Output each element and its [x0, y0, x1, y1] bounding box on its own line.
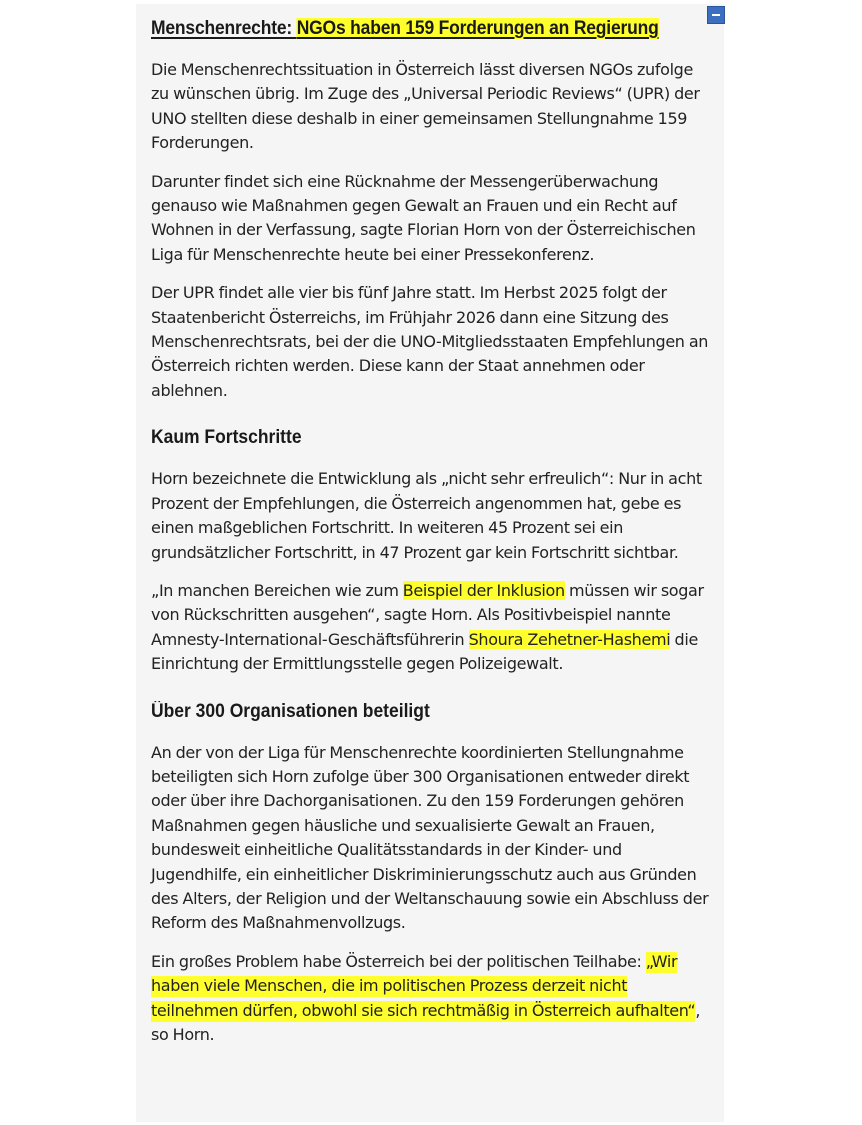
p5-highlight-inklusion: Beispiel der Inklusion — [402, 580, 565, 600]
p7-text-b: , so Horn. — [151, 1000, 701, 1044]
title-highlight: NGOs haben 159 Forderungen an Regierung — [296, 18, 659, 39]
p7-text-a: Ein großes Problem habe Österreich bei der politischen Teilhabe: — [151, 951, 646, 971]
subheading-kaum-fortschritte: Kaum Fortschritte — [151, 427, 302, 449]
title-prefix: Menschenrechte: — [151, 18, 297, 39]
p5-text-b: müssen wir sogar von Rückschritten ausgehen“, sagte Horn. Als Positivbeispiel nannte Amnesty-International-Geschäftsführerin — [151, 580, 704, 649]
paragraph-3: Der UPR findet alle vier bis fünf Jahre statt. Im Herbst 2025 folgt der Staatenbericht Österreichs, im Frühjahr 2026 dann eine Sitzung des Menschenrechtsrats, bei der die UNO-Mitgliedsstaaten Empfehlungen an Österreich richten werden. Diese kann der Staat annehmen oder ablehnen. — [151, 283, 709, 400]
paragraph-4: Horn bezeichnete die Entwicklung als „nicht sehr erfreulich“: Nur in acht Prozent der Empfehlungen, die Österreich angenommen hat, gebe es einen maßgeblichen Fortschritt. In weiteren 45 Prozent sei ein grundsätzlicher Fortschritt, in 47 Prozent gar kein Fortschritt sichtbar. — [151, 469, 702, 562]
article-panel — [136, 4, 724, 1122]
p7-highlight-quote: „Wir haben viele Menschen, die im politischen Prozess derzeit nicht teilnehmen dürfen, obwohl sie sich rechtmäßig in Österreich aufhalten“ — [151, 951, 696, 1020]
paragraph-7 — [151, 950, 709, 1048]
subheading-organisationen: Über 300 Organisationen beteiligt — [151, 700, 430, 722]
p5-text-c: die Einrichtung der Ermittlungsstelle gegen Polizeigewalt. — [151, 629, 698, 674]
paragraph-2: Darunter findet sich eine Rücknahme der Messengerüberwachung genauso wie Maßnahmen gegen Gewalt an Frauen und ein Recht auf Wohnen in der Verfassung, sagte Florian Horn von der Österreichischen Liga für Menschenrechte heute bei einer Pressekonferenz. — [151, 171, 696, 264]
p5-highlight-name: Shoura Zehetner-Hashemi — [468, 629, 671, 649]
article-title — [151, 16, 664, 42]
paragraph-6: An der von der Liga für Menschenrechte koordinierten Stellungnahme beteiligten sich Horn zufolge über 300 Organisationen entweder direkt oder über ihre Dachorganisationen. Zu den 159 Forderungen gehören Maßnahmen gegen häusliche und sexualisierte Gewalt an Frauen, bundesweit einheitliche Qualitätsstandards in der Kinder- und Jugendhilfe, ein einheitlicher Diskriminierungsschutz auch aus Gründen des Alters, der Religion und der Weltanschauung sowie ein Abschluss der Reform des Maßnahmenvollzugs. — [151, 742, 709, 933]
collapse-minus-icon[interactable] — [707, 6, 725, 24]
p5-text-a: „In manchen Bereichen wie zum — [151, 580, 403, 600]
paragraph-1: Die Menschenrechtssituation in Österreich lässt diversen NGOs zufolge zu wünschen übrig. Im Zuge des „Universal Periodic Reviews“ (UPR) der UNO stellten diese deshalb in einer gemeinsamen Stellungnahme 159 Forderungen. — [151, 60, 700, 153]
paragraph-5 — [151, 579, 709, 677]
